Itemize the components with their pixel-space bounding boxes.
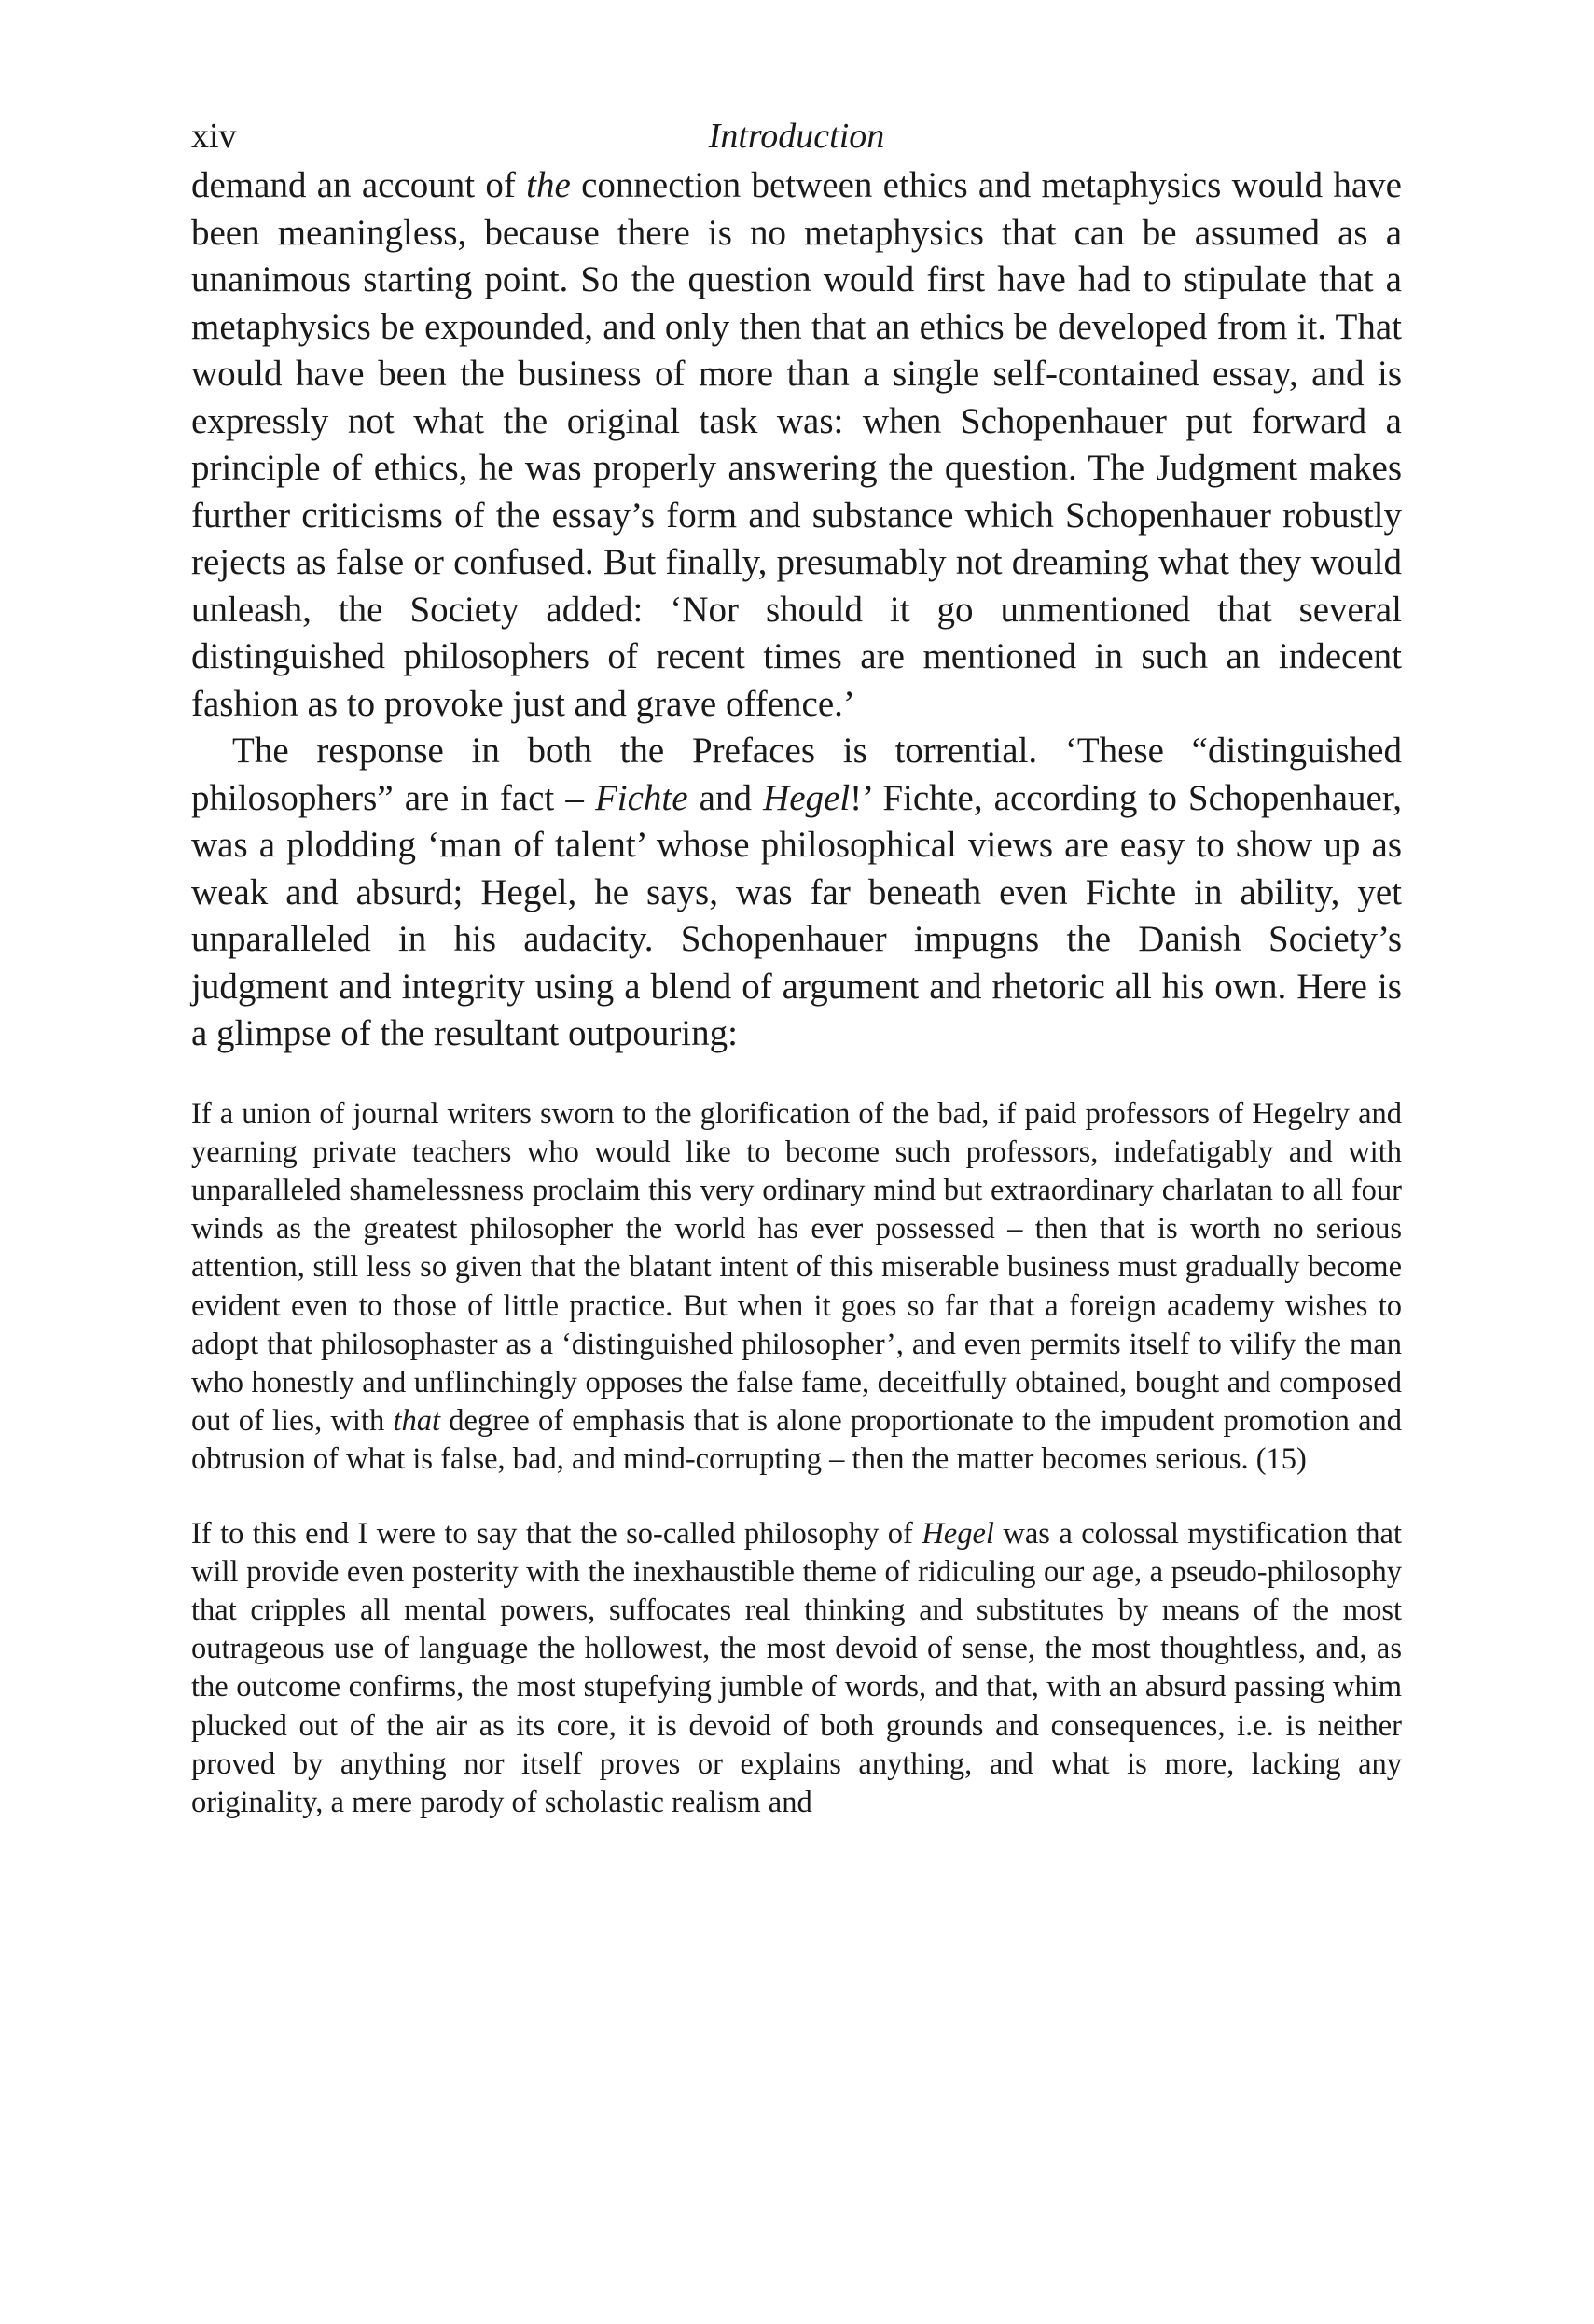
- book-page: [191, 110, 1402, 1822]
- quote-2-italic-hegel: Hegel: [922, 1516, 994, 1551]
- paragraph-2-italic-hegel: Hegel: [763, 777, 851, 818]
- paragraph-1-text-c: connection between ethics and metaphysics would have been meaningless, because there is no metaphysics that can be assumed as a unanimous starting point. So the question would first have had to stipulate that a metaphysics be expounded, and only then that an ethics be developed from it. That would have been the business of more than a single self-contained essay, and is expressly not what the original task was: when Schopenhauer put forward a principle of ethics, he was properly answering the question. The Judgment makes further criticisms of the essay’s form and substance which Schopenhauer robustly rejects as false or confused. But finally, presumably not dreaming what they would unleash, the Society added: ‘Nor should it go unmentioned that several distinguished philosophers of recent times are mentioned in such an indecent fashion as to provoke just and grave offence.’: [191, 165, 1402, 724]
- quote-2-text-c: was a colossal mystification that will provide even posterity with the inexhaustible theme of ridiculing our age, a pseudo-philosophy that cripples all mental powers, suffocates real thinking and substitutes by means of the most outrageous use of language the hollowest, the most devoid of sense, the most thoughtless, and, as the outcome confirms, the most stupefying jumble of words, and that, with an absurd passing whim plucked out of the air as its core, it is devoid of both grounds and consequences, i.e. is neither proved by anything nor itself proves or explains anything, and what is more, lacking any originality, a mere parody of scholastic realism and: [191, 1516, 1403, 1819]
- paragraph-2-italic-fichte: Fichte: [594, 777, 688, 818]
- block-quote-1: [191, 1095, 1402, 1480]
- paragraph-1: [191, 162, 1402, 728]
- paragraph-1-text-a: demand an account of: [191, 165, 527, 205]
- body-text: [191, 162, 1402, 1058]
- running-head: [191, 110, 1402, 162]
- block-quote-2: [191, 1515, 1402, 1823]
- paragraph-2: [191, 728, 1402, 1058]
- paragraph-2-text-c: and: [687, 777, 764, 818]
- quote-1-text-c: degree of emphasis that is alone proportionate to the impudent promotion and obtrusion of what is false, bad, and mind-corrupting – then the matter becomes serious. (15): [191, 1404, 1403, 1477]
- quote-1-italic-that: that: [393, 1404, 441, 1439]
- running-head-title: Introduction: [708, 117, 885, 156]
- page-number: xiv: [191, 117, 237, 156]
- quote-2-text-a: If to this end I were to say that the so-called philosophy of: [191, 1516, 922, 1551]
- quote-1-text-a: If a union of journal writers sworn to the glorification of the bad, if paid professors of Hegelry and yearning private teachers who would like to become such professors, indefatigably and with unparalleled shamelessness proclaim this very ordinary mind but extraordinary charlatan to all four winds as the greatest philosopher the world has ever possessed – then that is worth no serious attention, still less so given that the blatant intent of this miserable business must gradually become evident even to those of little practice. But when it goes so far that a foreign academy wishes to adopt that philosophaster as a ‘distinguished philosopher’, and even permits itself to vilify the man who honestly and unflinchingly opposes the false fame, deceitfully obtained, bought and composed out of lies, with: [191, 1096, 1402, 1439]
- paragraph-1-italic-the: the: [526, 165, 571, 205]
- paragraph-2-text-e: !’ Fichte, according to Schopenhauer, was a plodding ‘man of talent’ whose philosophical views are easy to show up as weak and absurd; Hegel, he says, was far beneath even Fichte in ability, yet unparalleled in his audacity. Schopenhauer impugns the Danish Society’s judgment and integrity using a blend of argument and rhetoric all his own. Here is a glimpse of the resultant outpouring:: [191, 777, 1403, 1053]
- paragraph-2-text-a: The response in both the Prefaces is torrential. ‘These “distinguished philosophers” are in fact –: [191, 731, 1402, 818]
